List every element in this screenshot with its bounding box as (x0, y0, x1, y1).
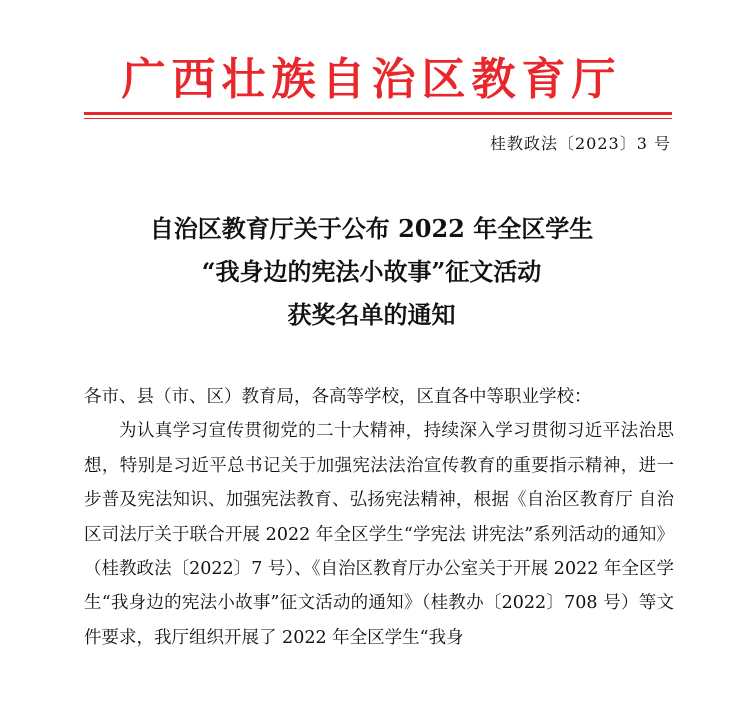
header-rule-thick (84, 112, 672, 115)
header-rule-thin (84, 118, 672, 119)
body-paragraph: 为认真学习宣传贯彻党的二十大精神，持续深入学习贯彻习近平法治思想，特别是习近平总书记关于加强宪法法治宣传教育的重要指示精神，进一步普及宪法知识、加强宪法教育、弘扬宪法精神，根据《自治区教育厅 自治区司法厅关于联合开展 2022 年全区学生“学宪法 讲宪法”系列活动的通知》（桂教政法〔2022〕7 号）、《自治区教育厅办公室关于开展 2022 年全区学生“我身边的宪法小故事”征文活动的通知》（桂教办〔2022〕708 号）等文件要求，我厅组织开展了 2022 年全区学生“我身 (84, 421, 674, 648)
title-line: 获奖名单的通知 (287, 300, 456, 329)
document-body (84, 380, 674, 655)
document-number: 桂教政法〔2023〕3 号 (490, 134, 671, 153)
title-line: “我身边的宪法小故事”征文活动 (201, 257, 542, 286)
organization-header: 广西壮族自治区教育厅 (121, 54, 622, 105)
addressee: 各市、县（市、区）教育局，各高等学校，区直各中等职业学校： (84, 387, 592, 407)
title-line: 自治区教育厅关于公布 2022 年全区学生 (149, 214, 594, 243)
document-title (0, 207, 743, 336)
